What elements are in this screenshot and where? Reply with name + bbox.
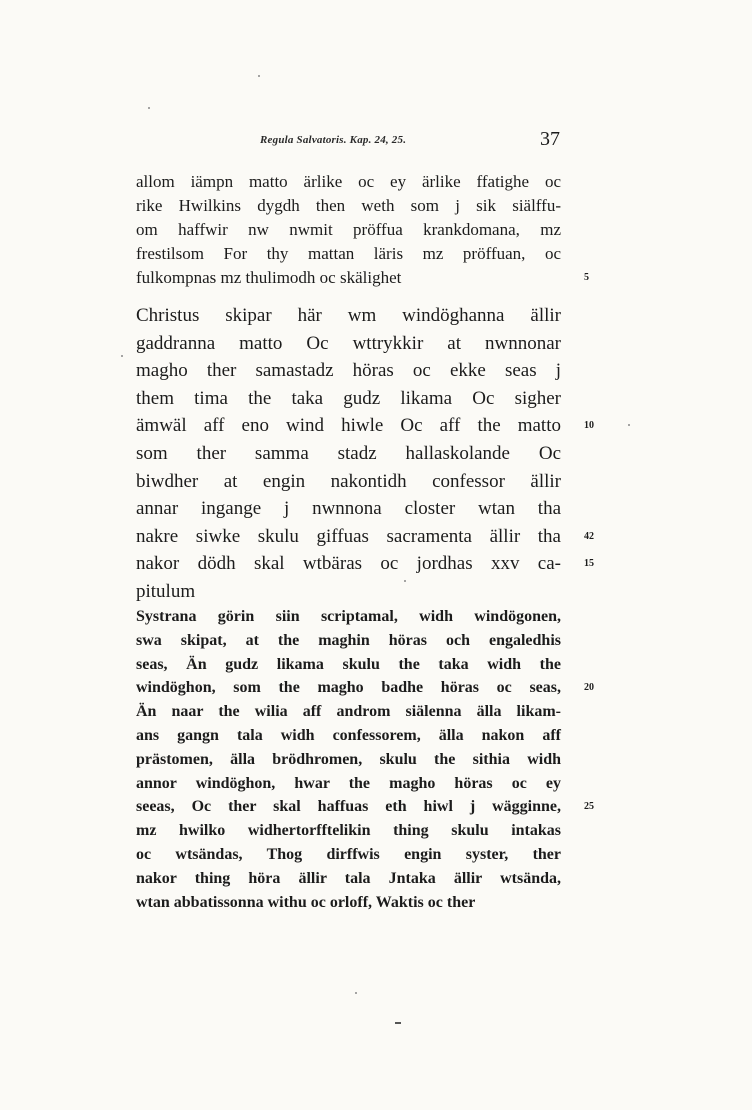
line-number: 25 [584, 801, 594, 813]
text-line [136, 891, 561, 915]
speck [404, 580, 406, 582]
text-line [136, 605, 561, 629]
text-line [136, 302, 561, 330]
line-number: 20 [584, 682, 594, 694]
text-line [136, 700, 561, 724]
line-text: ans gangn tala widh confessorem, älla nakon aff [136, 726, 561, 744]
line-text: rike Hwilkins dygdh then weth som j sik siälffu- [136, 196, 561, 215]
text-line [136, 629, 561, 653]
speck [258, 75, 260, 77]
line-text: frestilsom For thy mattan läris mz pröffuan, oc [136, 244, 561, 263]
text-line [136, 843, 561, 867]
running-header [260, 128, 560, 154]
header-title: Regula Salvatoris. Kap. 24, 25. [260, 134, 407, 146]
line-text: gaddranna matto Oc wttrykkir at nwnnonar [136, 332, 561, 354]
line-text: om haffwir nw nwmit pröffua krankdomana, mz [136, 220, 561, 239]
line-number: 10 [584, 420, 594, 432]
paragraph-3 [136, 605, 594, 914]
text-line [136, 468, 561, 496]
text-line [136, 772, 561, 796]
text-line [136, 440, 561, 468]
line-text: fulkompnas mz thulimodh oc skälighet [136, 268, 402, 287]
text-line [136, 242, 561, 266]
ink-mark [395, 1022, 401, 1024]
text-line [136, 266, 589, 290]
line-number: 5 [584, 272, 589, 283]
line-number: 15 [584, 558, 594, 570]
text-line [136, 653, 561, 677]
line-text: swa skipat, at the maghin höras och engaledhis [136, 631, 561, 649]
line-text: nakre siwke skulu giffuas sacramenta ällir tha [136, 525, 561, 547]
text-line [136, 357, 561, 385]
text-line [136, 495, 561, 523]
speck [628, 424, 630, 426]
text-line [136, 330, 561, 358]
line-text: Systrana görin siin scriptamal, widh windögonen, [136, 608, 561, 625]
line-text: ämwäl aff eno wind hiwle Oc aff the matto [136, 415, 561, 437]
line-text: seeas, Oc ther skal haffuas eth hiwl j wägginne, [136, 798, 561, 816]
line-text: allom iämpn matto ärlike oc ey ärlike ffatighe oc [136, 172, 561, 191]
speck [121, 355, 123, 357]
line-text: mz hwilko widhertorfftelikin thing skulu intakas [136, 822, 561, 840]
line-text: oc wtsändas, Thog dirffwis engin syster, ther [136, 845, 561, 863]
line-text: nakor dödh skal wtbäras oc jordhas xxv ca- [136, 553, 561, 575]
text-line [136, 867, 561, 891]
text-line [136, 724, 561, 748]
line-text: prästomen, älla brödhromen, skulu the sithia widh [136, 750, 561, 768]
line-text: annor windöghon, hwar the magho höras oc ey [136, 774, 561, 792]
text-line [136, 412, 594, 440]
text-line [136, 550, 594, 578]
line-text: Christus skipar här wm windöghanna ällir [136, 305, 561, 326]
line-text: windöghon, som the magho badhe höras oc seas, [136, 679, 561, 697]
line-text: magho ther samastadz höras oc ekke seas j [136, 360, 561, 382]
text-line [136, 385, 561, 413]
line-text: biwdher at engin nakontidh confessor ällir [136, 470, 561, 492]
page-number: 37 [540, 128, 560, 150]
paragraph-2 [136, 302, 594, 606]
text-line [136, 748, 561, 772]
text-line [136, 523, 594, 551]
line-text: them tima the taka gudz likama Oc sigher [136, 387, 561, 409]
line-text: Än naar the wilia aff androm siälenna älla likam- [136, 703, 561, 721]
line-text: seas, Än gudz likama skulu the taka widh the [136, 655, 561, 673]
text-line [136, 676, 594, 700]
line-text: wtan abbatissonna withu oc orloff, Waktis oc ther [136, 893, 476, 911]
text-line [136, 170, 561, 194]
paragraph-1 [136, 170, 589, 290]
text-line [136, 194, 561, 218]
speck [355, 992, 357, 994]
line-text: som ther samma stadz hallaskolande Oc [136, 442, 561, 464]
text-line [136, 795, 594, 819]
speck [148, 107, 150, 109]
line-number: 42 [584, 530, 594, 542]
text-line [136, 819, 561, 843]
line-text: annar ingange j nwnnona closter wtan tha [136, 498, 561, 520]
line-text: nakor thing höra ällir tala Jntaka ällir wtsända, [136, 869, 561, 887]
text-line [136, 218, 561, 242]
text-line [136, 578, 561, 606]
line-text: pitulum [136, 580, 196, 602]
